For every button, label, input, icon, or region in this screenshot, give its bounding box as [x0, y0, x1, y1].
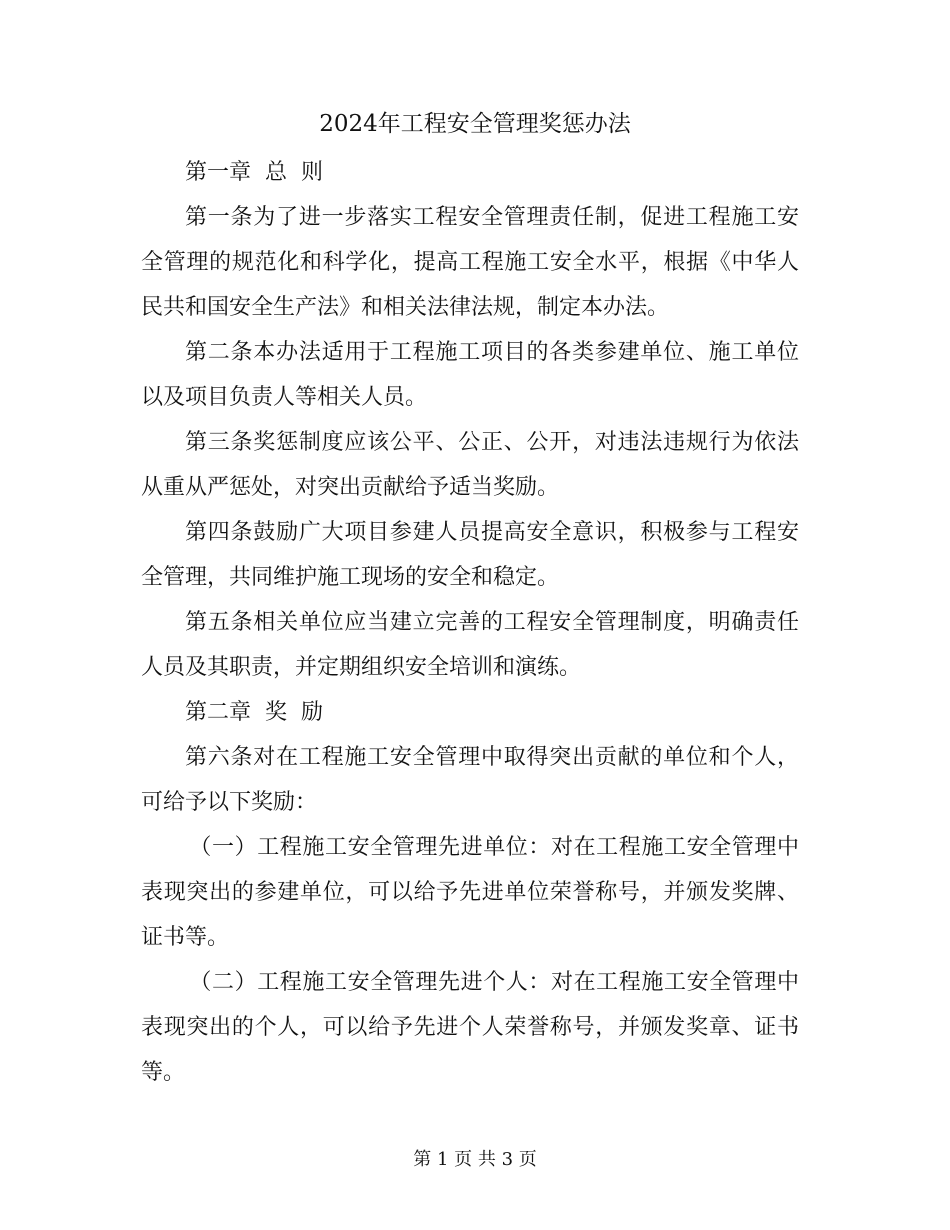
document-title: 2024年工程安全管理奖惩办法: [319, 111, 631, 137]
article-6: 第六条对在工程施工安全管理中取得突出贡献的单位和个人，可给予以下奖励：: [141, 745, 799, 815]
page-number: 第 1 页 共 3 页: [413, 1149, 537, 1170]
article-3: 第三条奖惩制度应该公平、公正、公开，对违法违规行为依法从重从严惩处，对突出贡献给予适当奖励。: [141, 430, 799, 500]
chapter-heading-1: 第一章 总 则: [185, 160, 323, 185]
article-2: 第二条本办法适用于工程施工项目的各类参建单位、施工单位以及项目负责人等相关人员。: [141, 340, 799, 410]
article-4: 第四条鼓励广大项目参建人员提高安全意识，积极参与工程安全管理，共同维护施工现场的安全和稳定。: [141, 520, 799, 590]
article-5: 第五条相关单位应当建立完善的工程安全管理制度，明确责任人员及其职责，并定期组织安全培训和演练。: [141, 610, 799, 680]
reward-item-1: （一）工程施工安全管理先进单位：对在工程施工安全管理中表现突出的参建单位，可以给予先进单位荣誉称号，并颁发奖牌、证书等。: [141, 835, 799, 950]
document-body: [141, 150, 799, 1095]
reward-item-2: （二）工程施工安全管理先进个人：对在工程施工安全管理中表现突出的个人，可以给予先进个人荣誉称号，并颁发奖章、证书等。: [141, 970, 799, 1085]
chapter-heading-2: 第二章 奖 励: [185, 700, 323, 725]
article-1: 第一条为了进一步落实工程安全管理责任制，促进工程施工安全管理的规范化和科学化，提高工程施工安全水平，根据《中华人民共和国安全生产法》和相关法律法规，制定本办法。: [141, 205, 799, 320]
